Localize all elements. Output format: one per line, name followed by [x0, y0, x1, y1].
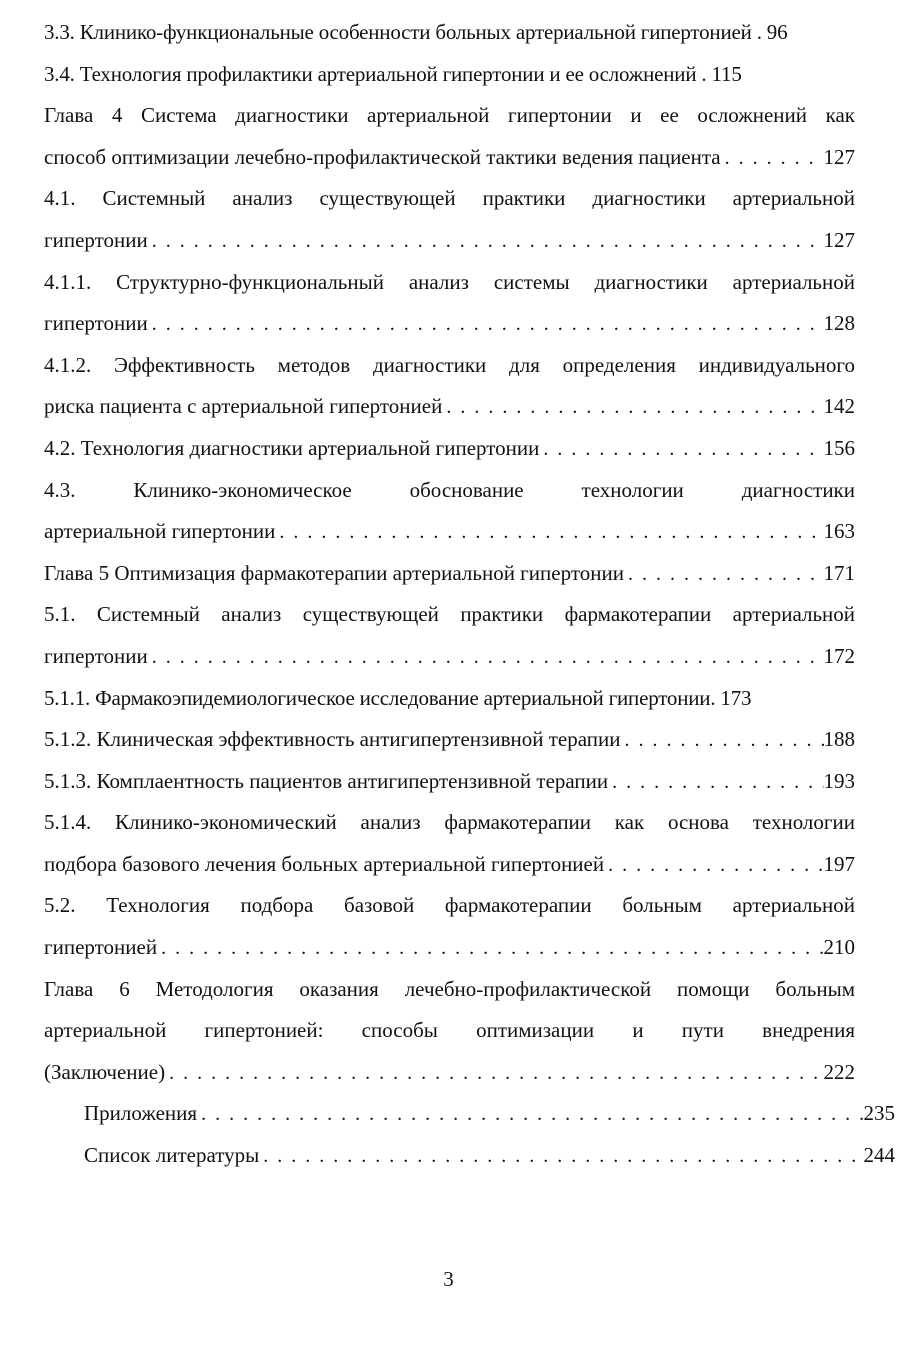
toc-entry-page: 127	[823, 227, 855, 252]
toc-entry	[44, 470, 855, 553]
toc-entry-page: 142	[823, 394, 855, 419]
table-of-contents	[44, 12, 895, 1177]
toc-entry	[44, 885, 855, 968]
toc-entry-page: 235	[863, 1101, 895, 1126]
toc-entry	[44, 428, 855, 470]
toc-entry	[44, 594, 855, 677]
toc-entry-line: 5.1.4. Клинико-экономический анализ фармакотерапии как основа технологии	[44, 810, 855, 835]
toc-entry-title: 5.1.2. Клиническая эффективность антигипертензивной терапии	[44, 727, 621, 752]
toc-entry-line: 5.1.1. Фармакоэпидемиологическое исследование артериальной гипертонии. 173	[44, 685, 752, 710]
toc-entry-leader-line	[44, 553, 855, 595]
toc-entry-title: гипертонией	[44, 935, 158, 960]
toc-entry-title: 4.2. Технология диагностики артериальной гипертонии	[44, 435, 540, 460]
toc-entry-leader-line	[44, 303, 855, 345]
toc-entry	[44, 1135, 895, 1177]
toc-entry-line: 3.3. Клинико-функциональные особенности больных артериальной гипертонией . 96	[44, 20, 788, 44]
toc-entry-line: 4.3. Клинико-экономическое обоснование технологии диагностики	[44, 477, 855, 502]
toc-entry	[44, 553, 855, 595]
toc-entry-page: 171	[823, 560, 855, 585]
toc-entry-page: 210	[823, 935, 855, 960]
toc-entry-line: 5.1. Системный анализ существующей практики фармакотерапии артериальной	[44, 602, 855, 627]
toc-entry-line: 4.1.1. Структурно-функциональный анализ системы диагностики артериальной	[44, 269, 855, 294]
dot-leader	[608, 762, 823, 803]
dot-leader	[259, 1136, 863, 1177]
toc-entry-title: артериальной гипертонии	[44, 519, 276, 544]
toc-entry-page: 156	[823, 435, 855, 460]
toc-entry-page: 188	[823, 727, 855, 752]
toc-entry	[44, 178, 855, 261]
dot-leader	[148, 637, 824, 678]
toc-entry-leader-line	[44, 927, 855, 969]
toc-entry-leader-line	[44, 719, 855, 761]
toc-entry-title: Приложения	[84, 1101, 198, 1126]
toc-entry-leader-line	[44, 511, 855, 553]
toc-entry-leader-line	[44, 137, 855, 179]
toc-entry-page: 244	[863, 1143, 895, 1168]
toc-entry-title: риска пациента с артериальной гипертонией	[44, 394, 443, 419]
toc-entry-title: гипертонии	[44, 227, 148, 252]
toc-entry	[44, 1093, 895, 1135]
toc-entry-title: 5.1.3. Комплаентность пациентов антигипертензивной терапии	[44, 768, 609, 793]
toc-entry-leader-line	[84, 1135, 895, 1177]
toc-entry	[44, 761, 855, 803]
toc-entry-title: Список литературы	[84, 1143, 260, 1168]
toc-entry-leader-line	[44, 636, 855, 678]
dot-leader	[157, 928, 823, 969]
toc-entry-title: способ оптимизации лечебно-профилактической тактики ведения пациента	[44, 144, 721, 169]
toc-entry	[44, 54, 855, 96]
page-number: 3	[443, 1267, 454, 1291]
dot-leader	[620, 720, 823, 761]
dot-leader	[197, 1094, 863, 1135]
toc-entry-leader-line	[44, 386, 855, 428]
toc-entry-leader-line	[44, 428, 855, 470]
dot-leader	[604, 845, 823, 886]
dot-leader	[624, 554, 824, 595]
toc-entry	[44, 719, 855, 761]
toc-entry-leader-line	[44, 220, 855, 262]
toc-entry-title: подбора базового лечения больных артериальной гипертонией	[44, 851, 605, 876]
toc-entry-page: 222	[823, 1059, 855, 1084]
toc-entry-leader-line	[44, 761, 855, 803]
dot-leader	[165, 1053, 823, 1094]
toc-entry-leader-line	[84, 1093, 895, 1135]
toc-entry-page: 172	[823, 643, 855, 668]
toc-entry	[44, 262, 855, 345]
toc-entry-line: 3.4. Технология профилактики артериальной гипертонии и ее осложнений . 115	[44, 61, 742, 86]
toc-entry	[44, 802, 855, 885]
dot-leader	[442, 387, 823, 428]
toc-entry	[44, 969, 855, 1094]
toc-entry-page: 193	[823, 768, 855, 793]
toc-entry-line: артериальной гипертонией: способы оптимизации и пути внедрения	[44, 1018, 855, 1043]
toc-entry-leader-line	[44, 844, 855, 886]
toc-entry	[44, 12, 855, 54]
toc-entry-line: Глава 4 Система диагностики артериальной гипертонии и ее осложнений как	[44, 103, 855, 128]
toc-entry	[44, 95, 855, 178]
toc-entry-title: Глава 5 Оптимизация фармакотерапии артериальной гипертонии	[44, 560, 624, 585]
toc-entry-line: 4.1. Системный анализ существующей практики диагностики артериальной	[44, 186, 855, 211]
toc-entry-title: гипертонии	[44, 311, 148, 336]
toc-entry-title: (Заключение)	[44, 1059, 166, 1084]
toc-entry-page: 197	[823, 851, 855, 876]
toc-entry-page: 128	[823, 311, 855, 336]
toc-entry-page: 163	[823, 519, 855, 544]
toc-entry-title: гипертонии	[44, 643, 148, 668]
dot-leader	[721, 138, 824, 179]
dot-leader	[148, 221, 824, 262]
toc-entry	[44, 345, 855, 428]
dot-leader	[539, 429, 823, 470]
dot-leader	[275, 512, 823, 553]
toc-entry-leader-line	[44, 1052, 855, 1094]
dot-leader	[148, 304, 824, 345]
toc-entry-line: 4.1.2. Эффективность методов диагностики для определения индивидуального	[44, 352, 855, 377]
toc-entry-page: 127	[823, 144, 855, 169]
toc-entry-line: 5.2. Технология подбора базовой фармакотерапии больным артериальной	[44, 893, 855, 918]
toc-entry-line: Глава 6 Методология оказания лечебно-профилактической помощи больным	[44, 976, 855, 1001]
toc-entry	[44, 678, 855, 720]
